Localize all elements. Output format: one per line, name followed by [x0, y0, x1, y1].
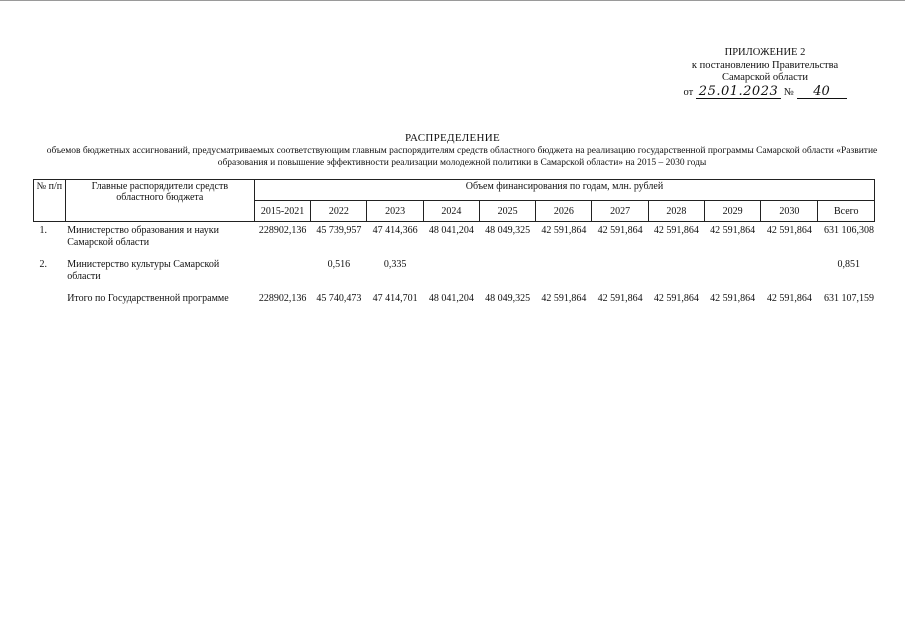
header-funding-group: Объем финансирования по годам, млн. рублей: [254, 180, 874, 201]
row-value: [536, 259, 592, 293]
date-from-label: от: [683, 86, 694, 98]
header-year: 2022: [311, 201, 367, 222]
appendix-block: [640, 47, 890, 99]
total-label: Итого по Государственной программе: [67, 293, 229, 304]
header-year: 2024: [423, 201, 479, 222]
number-label: №: [783, 86, 794, 98]
row-value: 48 041,204: [428, 225, 474, 236]
scan-edge-line: [0, 0, 905, 1]
header-total: Всего: [818, 201, 875, 222]
row-value: 42 591,864: [653, 225, 699, 236]
total-value: 42 591,864: [766, 293, 812, 304]
row-value: 45 739,957: [316, 225, 362, 236]
row-value: 42 591,864: [766, 225, 812, 236]
document-subtitle: объемов бюджетных ассигнований, предусматриваемых соответствующим главным распорядителям средств областного бюджета на реализацию государственной программы Самарской области «Развитие образования и повышение эффективности реализации молодежной политики в Самарской области» на 2015 – 2030 годы: [46, 146, 878, 168]
total-value: 48 041,204: [428, 293, 474, 304]
total-value: 42 591,864: [541, 293, 587, 304]
header-year: 2015-2021: [254, 201, 310, 222]
grand-total-value: 631 107,159: [823, 293, 874, 304]
appendix-title: ПРИЛОЖЕНИЕ 2: [724, 47, 806, 58]
row-value: 42 591,864: [597, 225, 643, 236]
row-value: 0,335: [383, 259, 407, 270]
table-row: [34, 259, 875, 293]
row-value: [761, 259, 818, 293]
row-value: 42 591,864: [541, 225, 587, 236]
header-organization: Главные распорядители средств областного бюджета: [65, 180, 254, 222]
appendix-region-line: Самарской области: [722, 72, 808, 83]
total-value: 42 591,864: [597, 293, 643, 304]
header-year: 2023: [367, 201, 423, 222]
total-value: 42 591,864: [710, 293, 756, 304]
total-value: 228902,136: [258, 293, 307, 304]
header-year: 2029: [704, 201, 760, 222]
row-value: 47 414,366: [372, 225, 418, 236]
document-title: РАСПРЕДЕЛЕНИЕ: [405, 132, 500, 144]
funding-table: [33, 179, 875, 307]
row-value: 48 049,325: [485, 225, 531, 236]
header-year: 2025: [479, 201, 535, 222]
handwritten-date: 25.01.2023: [696, 86, 781, 99]
row-value: [648, 259, 704, 293]
handwritten-number: 40: [797, 86, 847, 99]
appendix-date-row: [640, 83, 890, 100]
header-year: 2027: [592, 201, 648, 222]
row-number: 2.: [39, 259, 47, 270]
total-value: 45 740,473: [316, 293, 362, 304]
header-year: 2028: [648, 201, 704, 222]
row-value: [592, 259, 648, 293]
appendix-resolution-line: к постановлению Правительства: [691, 59, 839, 71]
header-year: 2026: [536, 201, 592, 222]
table-row: [34, 222, 875, 260]
row-organization: Министерство образования и науки Самарской области: [67, 225, 219, 248]
header-number: № п/п: [34, 180, 66, 222]
row-number: 1.: [39, 225, 47, 236]
total-row: [34, 293, 875, 307]
total-value: 42 591,864: [653, 293, 699, 304]
row-value: 42 591,864: [710, 225, 756, 236]
row-organization: Министерство культуры Самарской области: [67, 259, 220, 282]
row-value: [254, 259, 310, 293]
row-total: 631 106,308: [823, 225, 874, 236]
header-year: 2030: [761, 201, 818, 222]
total-value: 48 049,325: [485, 293, 531, 304]
row-value: [479, 259, 535, 293]
row-value: [704, 259, 760, 293]
row-value: [423, 259, 479, 293]
row-value: 0,516: [327, 259, 351, 270]
total-value: 47 414,701: [372, 293, 418, 304]
row-value: 228902,136: [258, 225, 307, 236]
row-total: 0,851: [837, 259, 860, 270]
